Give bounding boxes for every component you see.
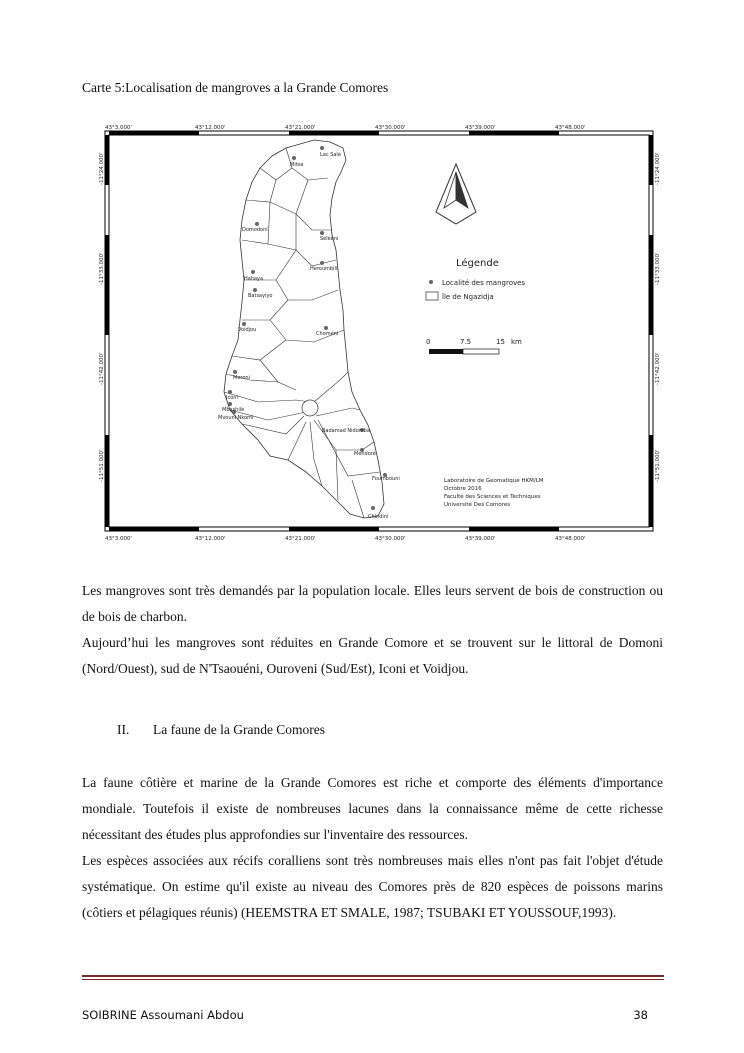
paragraph-mangroves-use: Les mangroves sont très demandés par la population locale. Elles leurs servent de bois de construction ou de bois de charbon.	[82, 583, 663, 624]
locality-label: Lac Salé	[320, 152, 341, 158]
locality-label: Sélééni	[320, 236, 339, 242]
top-tick-label: 43°30.000'	[375, 125, 406, 131]
top-tick-label: 43°12.000'	[195, 125, 226, 131]
top-tick-label: 43°3.000'	[105, 125, 133, 131]
left-tick-label: -11°42.000'	[99, 352, 105, 385]
scale-bar-light	[463, 349, 499, 354]
map-credit: Octobre 2016	[444, 486, 482, 492]
right-tick-label: -11°33.000'	[655, 252, 661, 285]
map-figure	[100, 120, 668, 540]
left-tick-label: -11°51.000'	[99, 449, 105, 482]
locality-label: Mendoré	[354, 451, 376, 457]
bottom-tick-label: 43°12.000'	[195, 536, 226, 542]
page-number: 38	[633, 1008, 648, 1022]
scale-label: km	[511, 338, 522, 346]
locality-label: Choméni	[316, 331, 339, 337]
footer-rule	[82, 975, 664, 977]
bottom-tick-label: 43°39.000'	[465, 536, 496, 542]
paragraph-mangroves-location: Aujourd’hui les mangroves sont réduites en Grande Comore et se trouvent sur le littoral de Domoni (Nord/Ouest), sud de N'Tsaouéni, Ouroveni (Sud/Est), Iconi et Voidjou.	[82, 635, 663, 676]
locality-dot	[255, 222, 259, 226]
locality-dot	[228, 390, 232, 394]
locality-label: Batsayiyo	[248, 293, 273, 299]
left-tick-label: -11°33.000'	[99, 252, 105, 285]
locality-dot	[228, 402, 232, 406]
legend-title: Légende	[456, 258, 499, 269]
section-number: II.	[117, 722, 130, 737]
locality-label: Domodoni	[242, 227, 268, 233]
locality-dot	[320, 231, 324, 235]
legend-item: Localité des mangroves	[442, 279, 526, 287]
bottom-tick-label: 43°48.000'	[555, 536, 586, 542]
scale-label: 15	[496, 338, 505, 346]
locality-dot	[324, 326, 328, 330]
locality-label: Heroumbili	[310, 266, 338, 272]
bottom-tick-label: 43°30.000'	[375, 536, 406, 542]
locality-dot	[251, 270, 255, 274]
right-tick-label: -11°24.000'	[655, 152, 661, 185]
locality-label: Mbashilé	[222, 407, 245, 413]
locality-label: Iconi	[226, 395, 238, 401]
locality-dot	[292, 156, 296, 160]
right-tick-label: -11°42.000'	[655, 352, 661, 385]
map-credit: Laboratoire de Geomatique HKM/LM	[444, 478, 544, 484]
locality-dot	[320, 261, 324, 265]
right-tick-label: -11°51.000'	[655, 449, 661, 482]
locality-label: Chindini	[368, 514, 389, 520]
locality-label: Voidjou	[238, 327, 257, 333]
section-heading	[117, 722, 325, 738]
paragraph-fauna: La faune côtière et marine de la Grande Comores est riche et comporte des éléments d'importance mondiale. Toutefois il existe de nombreuses lacunes dans la connaissance même de cette richesse nécessitant des études plus approfondies sur l'inventaire des ressources.	[82, 775, 663, 842]
locality-dot	[242, 322, 246, 326]
locality-label: Mvouni Nkomi	[218, 415, 254, 421]
scale-label: 0	[426, 338, 431, 346]
legend-item: île de Ngazidja	[442, 293, 494, 301]
section-title: La faune de la Grande Comores	[153, 722, 326, 737]
locality-label: Foumbouni	[372, 476, 400, 482]
top-tick-label: 43°48.000'	[555, 125, 586, 131]
bottom-tick-label: 43°21.000'	[285, 536, 316, 542]
scale-label: 7.5	[460, 338, 472, 346]
footer-rule-thin	[82, 979, 664, 980]
locality-dot	[233, 370, 237, 374]
map-credit: Université Des Comores	[444, 502, 511, 508]
top-tick-label: 43°21.000'	[285, 125, 316, 131]
locality-dot	[371, 506, 375, 510]
locality-dot	[320, 146, 324, 150]
bottom-tick-label: 43°3.000'	[105, 536, 133, 542]
locality-label: Mitsa	[290, 162, 304, 168]
top-tick-label: 43°39.000'	[465, 125, 496, 131]
legend-polygon-icon	[426, 292, 438, 300]
locality-label: Moroni	[233, 375, 250, 381]
scale-bar-dark	[429, 349, 463, 354]
locality-label: Badamad Nidomba	[322, 428, 370, 434]
map-caption: Carte 5:Localisation de mangroves a la Grande Comores	[82, 80, 389, 95]
locality-dot	[253, 288, 257, 292]
paragraph-species: Les espèces associées aux récifs coralliens sont très nombreuses mais elles n'ont pas fait l'objet d'étude systématique. On estime qu'il existe au niveau des Comores près de 820 espèces de poissons marins (côtiers et pélagiques réunis) (HEEMSTRA ET SMALE, 1987; TSUBAKI ET YOUSSOUF,1993).	[82, 853, 663, 920]
left-tick-label: -11°24.000'	[99, 152, 105, 185]
legend-dot-icon	[429, 280, 433, 284]
footer-author: SOIBRINE Assoumani Abdou	[82, 1008, 244, 1022]
map-credit: Faculté des Sciences et Techniques	[444, 494, 541, 500]
locality-label: Hahaya	[244, 276, 264, 282]
